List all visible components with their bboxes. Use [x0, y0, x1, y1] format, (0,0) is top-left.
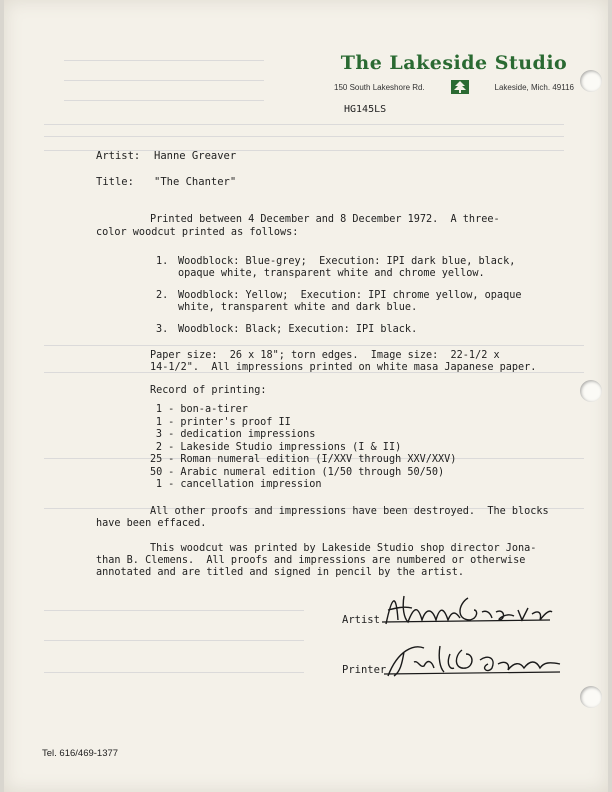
record-list [150, 404, 456, 492]
record-item: 25 - Roman numeral edition (I/XXV through XXV/XXV) [150, 454, 457, 465]
bleed-through-line [64, 60, 264, 61]
block-description-line: Woodblock: Blue-grey; Execution: IPI dark blue, black, [178, 256, 516, 267]
record-item: 1 - bon-a-tirer [155, 404, 248, 415]
record-item: 1 - cancellation impression [155, 479, 322, 490]
studio-address-row [334, 80, 574, 94]
document-page [4, 0, 608, 792]
record-item: 2 - Lakeside Studio impressions (I & II) [155, 441, 402, 453]
artist-label: Artist: [96, 150, 141, 162]
studio-name: The Lakeside Studio [340, 52, 568, 74]
reference-code: HG145LS [344, 104, 387, 115]
paper-size-line: 14-1/2". All impressions printed on white masa Japanese paper. [150, 362, 537, 373]
closing-line: This woodcut was printed by Lakeside Studio shop director Jona- [150, 543, 537, 554]
artwork-title: "The Chanter" [154, 176, 237, 188]
block-description-line: Woodblock: Yellow; Execution: IPI chrome yellow, opaque [178, 290, 522, 301]
bleed-through-line [44, 124, 564, 125]
artist-signature [382, 590, 554, 630]
tree-icon [451, 80, 469, 94]
paper-size-line: Paper size: 26 x 18"; torn edges. Image size: 22-1/2 x [150, 350, 500, 361]
intro-line: Printed between 4 December and 8 December 1972. A three- [150, 214, 500, 225]
closing-line: annotated and are titled and signed in pencil by the artist. [96, 567, 465, 578]
closing-line: than B. Clemens. All proofs and impressions are numbered or otherwise [96, 555, 526, 566]
studio-city: Lakeside, Mich. 49116 [494, 82, 574, 92]
artist-name: Hanne Greaver [154, 150, 237, 162]
bleed-through-line [44, 640, 304, 641]
bleed-through-line [64, 80, 264, 81]
title-label: Title: [96, 176, 134, 188]
record-item: 50 - Arabic numeral edition (1/50 through 50/50) [150, 466, 445, 478]
binder-hole [580, 70, 602, 92]
record-heading: Record of printing: [150, 385, 267, 396]
destroyed-note-line: All other proofs and impressions have been destroyed. The blocks [150, 506, 549, 517]
printer-signature [384, 640, 564, 682]
record-item: 1 - printer's proof II [155, 416, 291, 428]
artist-signature-label: Artist [342, 614, 380, 626]
studio-street-address: 150 South Lakeshore Rd. [334, 82, 425, 92]
bleed-through-line [44, 610, 304, 611]
block-number: 3. [156, 324, 169, 335]
block-number: 1. [156, 256, 169, 267]
printer-signature-label: Printer [342, 664, 387, 676]
bleed-through-line [44, 672, 304, 673]
binder-hole [580, 380, 602, 402]
block-description-line: opaque white, transparent white and chrome yellow. [178, 268, 485, 279]
block-description-line: Woodblock: Black; Execution: IPI black. [178, 324, 418, 335]
bleed-through-line [44, 345, 584, 346]
telephone-number: Tel. 616/469-1377 [42, 748, 119, 759]
block-number: 2. [156, 290, 169, 301]
binder-hole [580, 686, 602, 708]
bleed-through-line [64, 100, 264, 101]
record-item: 3 - dedication impressions [155, 429, 316, 440]
bleed-through-line [44, 136, 564, 137]
intro-line: color woodcut printed as follows: [96, 227, 299, 238]
letterhead [334, 52, 574, 94]
block-description-line: white, transparent white and dark blue. [178, 302, 418, 313]
destroyed-note-line: have been effaced. [96, 518, 207, 529]
